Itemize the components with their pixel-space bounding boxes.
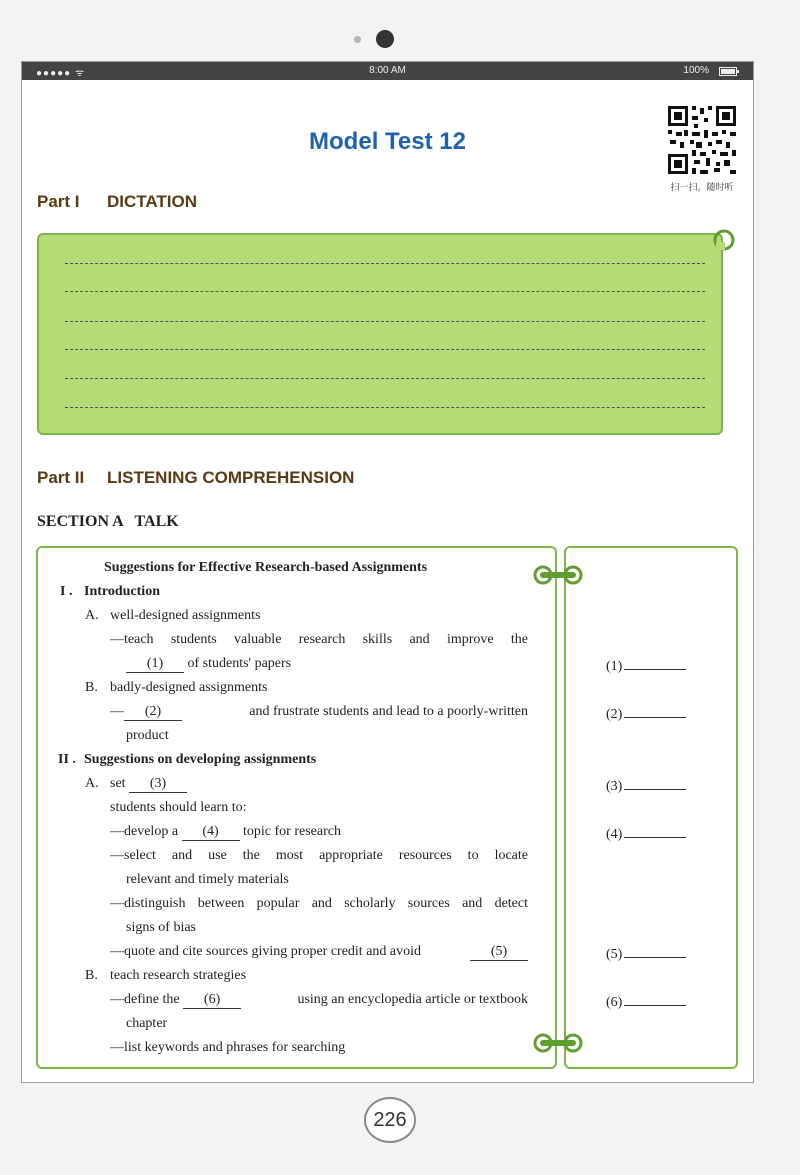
answer-line[interactable] [624, 704, 686, 718]
blank-4[interactable]: (4) [182, 824, 240, 841]
qr-code-icon[interactable] [666, 104, 738, 176]
item-label: B. [85, 680, 98, 695]
answer-slot-4[interactable] [606, 824, 686, 843]
dash: — [110, 704, 124, 719]
outline-item-line [110, 776, 187, 793]
section1-title: Introduction [84, 584, 160, 599]
blank-3[interactable]: (3) [129, 776, 187, 793]
outline-item: students should learn to: [110, 800, 247, 815]
answer-label: (5) [606, 947, 623, 962]
blank-5[interactable]: (5) [470, 944, 528, 961]
blank-2[interactable]: (2) [124, 704, 182, 721]
answer-label: (1) [606, 659, 623, 674]
dictation-line[interactable] [65, 349, 705, 350]
binder-clip-icon [532, 1032, 584, 1054]
answer-slot-5[interactable] [606, 944, 686, 963]
outline-text: —quote and cite sources giving proper credit and avoid [110, 944, 422, 959]
battery-icon [719, 67, 737, 76]
answer-slot-6[interactable] [606, 992, 686, 1011]
outline-text: of students' papers [187, 656, 292, 671]
outline-item-line [110, 992, 528, 1009]
signal-wifi-icon: ●●●●● ᯤ [36, 68, 86, 79]
outline-item: teach research strategies [110, 968, 247, 983]
outline-text: —develop a [110, 824, 179, 839]
status-time: 8:00 AM [369, 65, 406, 76]
blank-6[interactable]: (6) [183, 992, 241, 1009]
outline-item: —list keywords and phrases for searching [110, 1040, 346, 1055]
outline-item: chapter [126, 1016, 168, 1031]
outline-text: and frustrate students and lead to a poorly-written [249, 704, 528, 719]
page-number: 226 [364, 1097, 416, 1143]
section1-number: I . [60, 584, 73, 599]
answer-label: (6) [606, 995, 623, 1010]
answer-slot-1[interactable] [606, 656, 686, 675]
item-label: A. [85, 608, 99, 623]
outline-text: using an encyclopedia article or textbook [297, 992, 528, 1007]
answer-slot-3[interactable] [606, 776, 686, 795]
outline-text: topic for research [243, 824, 341, 839]
outline-item: product [126, 728, 169, 743]
part2-heading [37, 468, 354, 488]
answer-label: (3) [606, 779, 623, 794]
outline-item: relevant and timely materials [126, 872, 289, 887]
dictation-line[interactable] [65, 378, 705, 379]
page-dot-inactive[interactable] [354, 36, 361, 43]
qr-caption: 扫一扫，随时听 [670, 183, 734, 193]
page-title: Model Test 12 [309, 128, 466, 155]
dictation-line[interactable] [65, 321, 705, 322]
blank-1[interactable]: (1) [126, 656, 184, 673]
answer-line[interactable] [624, 824, 686, 838]
outline-item-line [126, 656, 291, 673]
section2-title: Suggestions on developing assignments [84, 752, 317, 767]
item-label: B. [85, 968, 98, 983]
answer-line[interactable] [624, 656, 686, 670]
answer-line[interactable] [624, 992, 686, 1006]
dictation-box [37, 233, 723, 435]
answer-label: (2) [606, 707, 623, 722]
part2-name: LISTENING COMPREHENSION [107, 468, 355, 487]
answer-label: (4) [606, 827, 623, 842]
answer-line[interactable] [624, 776, 686, 790]
page-dot-active[interactable] [376, 30, 394, 48]
battery-level: 100% [683, 65, 709, 76]
tablet-page [21, 61, 754, 1083]
part1-name: DICTATION [107, 192, 198, 211]
outline-item: —distinguish between popular and scholarly sources and detect [110, 896, 528, 911]
part1-heading [37, 192, 197, 212]
answer-slot-2[interactable] [606, 704, 686, 723]
binder-clip-icon [532, 564, 584, 586]
outline-item: —select and use the most appropriate resources to locate [110, 848, 528, 863]
outline-item: signs of bias [126, 920, 196, 935]
binder-ring-icon [712, 228, 736, 252]
status-bar [22, 62, 753, 80]
outline-item: well-designed assignments [110, 608, 261, 623]
section-a-heading: SECTION A TALK [37, 513, 179, 530]
outline-text: —define the [110, 992, 180, 1007]
answer-line[interactable] [624, 944, 686, 958]
part1-number: Part I [37, 192, 80, 211]
outline-item: badly-designed assignments [110, 680, 268, 695]
dictation-line[interactable] [65, 407, 705, 408]
item-label: A. [85, 776, 99, 791]
dictation-line[interactable] [65, 291, 705, 292]
outline-item-line [110, 944, 528, 960]
section2-number: II . [58, 752, 76, 767]
outline-item: —teach students valuable research skills and improve the [110, 632, 528, 647]
answer-box [564, 546, 738, 1069]
outline-item-line [110, 704, 528, 721]
part2-number: Part II [37, 468, 85, 487]
dictation-line[interactable] [65, 263, 705, 264]
outline-text: set [110, 776, 126, 791]
outline-heading: Suggestions for Effective Research-based Assignments [104, 560, 428, 575]
outline-item-line [110, 824, 341, 841]
